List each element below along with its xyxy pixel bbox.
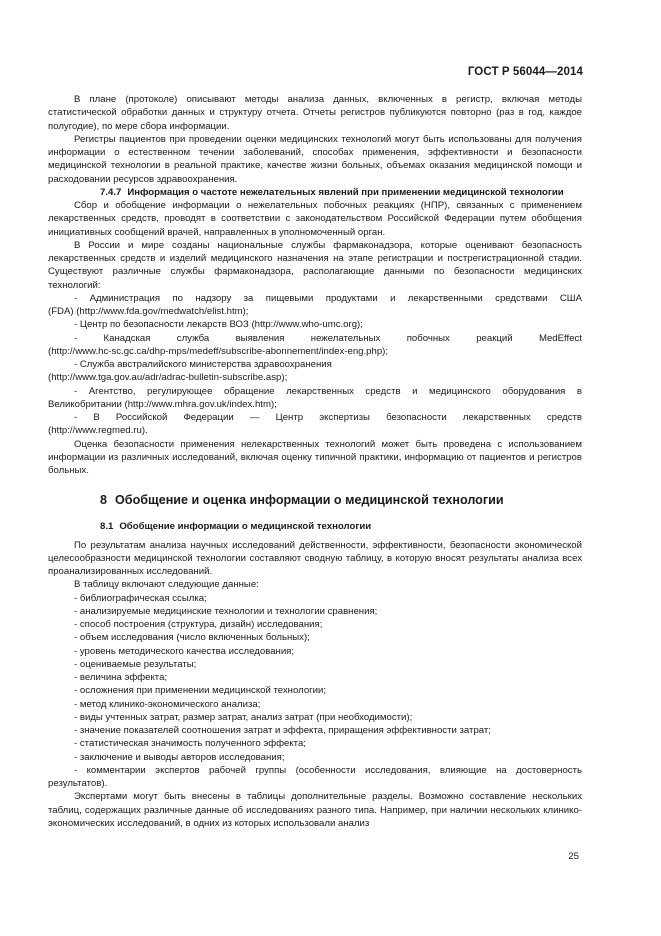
list-item: - анализируемые медицинские технологии и технологии сравнения;	[74, 605, 378, 617]
section-number: 8.1	[100, 521, 114, 533]
section-title: Информация о частоте нежелательных явлений при применении медицинской технологии	[127, 186, 564, 198]
chapter-heading-8	[48, 492, 582, 508]
section-heading-8-1	[48, 520, 582, 533]
list-item-continuation: (FDA) (http://www.fda.gov/medwatch/elist.htm);	[48, 306, 249, 317]
body-paragraph: В плане (протоколе) описывают методы анализа данных, включенных в регистр, включая методы статистической обработки данных и структуру отчета. Отчеты регистров публикуются повторно (раз в год, каждое полугодие), по мере сбора информации.	[48, 94, 582, 132]
body-paragraph: В таблицу включают следующие данные:	[74, 579, 259, 591]
page-content	[48, 93, 582, 830]
list-item: - виды учтенных затрат, размер затрат, анализ затрат (при необходимости);	[74, 711, 413, 723]
list-item: - способ построения (структура, дизайн) исследования;	[74, 619, 323, 630]
list-item: - метод клинико-экономического анализа;	[74, 698, 261, 710]
list-item: - заключение и выводы авторов исследования;	[74, 751, 285, 763]
list-item: - Канадская служба выявления нежелательных побочных реакций MedEffect	[74, 332, 582, 344]
list-item: - статистическая значимость полученного эффекта;	[74, 738, 306, 750]
list-item: - комментарии экспертов рабочей группы (особенности исследования, влияющие на достоверность результатов).	[48, 764, 582, 789]
list-item-continuation: (http://www.regmed.ru).	[48, 425, 148, 437]
list-item: - значение показателей соотношения затрат и эффекта, приращения эффективности затрат;	[74, 725, 491, 736]
body-paragraph: По результатам анализа научных исследований действенности, эффективности, безопасности экономической целесообразности медицинской технологии составляют сводную таблицу, в которую вносят результаты анализа всех проанализированных исследований.	[48, 539, 582, 577]
list-item: - объем исследования (число включенных больных);	[74, 632, 310, 644]
section-heading-7-4-7	[48, 186, 582, 199]
body-paragraph: Сбор и обобщение информации о нежелательных побочных реакциях (НПР), связанных с применением лекарственных средств, проводят в соответствии с законодательством Российской Федерации путем обобщения инициативных сообщений врачей, направленных в уполномоченный орган.	[48, 200, 582, 238]
list-item-continuation: Великобритании (http://www.mhra.gov.uk/index.htm);	[48, 398, 277, 410]
data-fields-list	[48, 592, 582, 791]
list-item: - Центр по безопасности лекарств ВОЗ (http://www.who-umc.org);	[74, 319, 363, 331]
list-item: - Агентство, регулирующее обращение лекарственных средств и медицинского оборудования в	[74, 385, 582, 397]
list-item: - осложнения при применении медицинской технологии;	[74, 685, 327, 697]
body-paragraph: В России и мире созданы национальные службы фармаконадзора, которые оценивают безопасность лекарственных средств и изделий медицинского назначения на этапе регистрации и пострегистрационной стадии. Существуют различные службы фармаконадзора, располагающие данными по безопасности медицинских технологий:	[48, 239, 582, 291]
list-item: - библиографическая ссылка;	[74, 592, 207, 604]
body-paragraph: Экспертами могут быть внесены в таблицы дополнительные разделы. Возможно составление нескольких таблиц, содержащих различные данные об исследованиях разного типа. Например, при наличии нескольких клинико-экономических исследований, в одних из которых использовали анализ	[48, 791, 582, 829]
body-paragraph: Регистры пациентов при проведении оценки медицинских технологий могут быть использованы для получения информации о естественном течении заболеваний, способах применения, эффективности и безопасности медицинской технологии в реальной практике, качестве жизни больных, объемах оказания медицинской помощи и расходовании ресурсов здравоохранения.	[48, 133, 582, 185]
list-item: - Служба австралийского министерства здравоохранения	[74, 359, 332, 370]
document-header: ГОСТ Р 56044—2014	[467, 66, 583, 78]
list-item-continuation: (http://www.tga.gov.au/adr/adrac-bulletin-subscribe.asp);	[48, 372, 288, 384]
list-item-continuation: (http://www.hc-sc.gc.ca/dhp-mps/medeff/subscribe-abonnement/index-eng.php);	[48, 345, 389, 357]
list-item: - оцениваемые результаты;	[74, 658, 197, 670]
section-title: Обобщение информации о медицинской технологии	[119, 521, 372, 533]
page-number: 25	[568, 851, 579, 862]
list-item: - Администрация по надзору за пищевыми продуктами и лекарственными средствами США	[74, 292, 582, 304]
list-item: - В Российской Федерации — Центр экспертизы безопасности лекарственных средств	[74, 412, 582, 423]
list-item: - уровень методического качества исследования;	[74, 645, 295, 657]
chapter-title: Обобщение и оценка информации о медицинской технологии	[115, 493, 504, 508]
body-paragraph: Оценка безопасности применения нелекарственных технологий может быть проведена с использованием информации из различных исследований, включая оценку типичной практики, информацию от пациентов и регистров больных.	[48, 438, 582, 476]
section-number: 7.4.7	[100, 186, 122, 198]
chapter-number: 8	[100, 493, 108, 508]
list-item: - величина эффекта;	[74, 672, 168, 683]
